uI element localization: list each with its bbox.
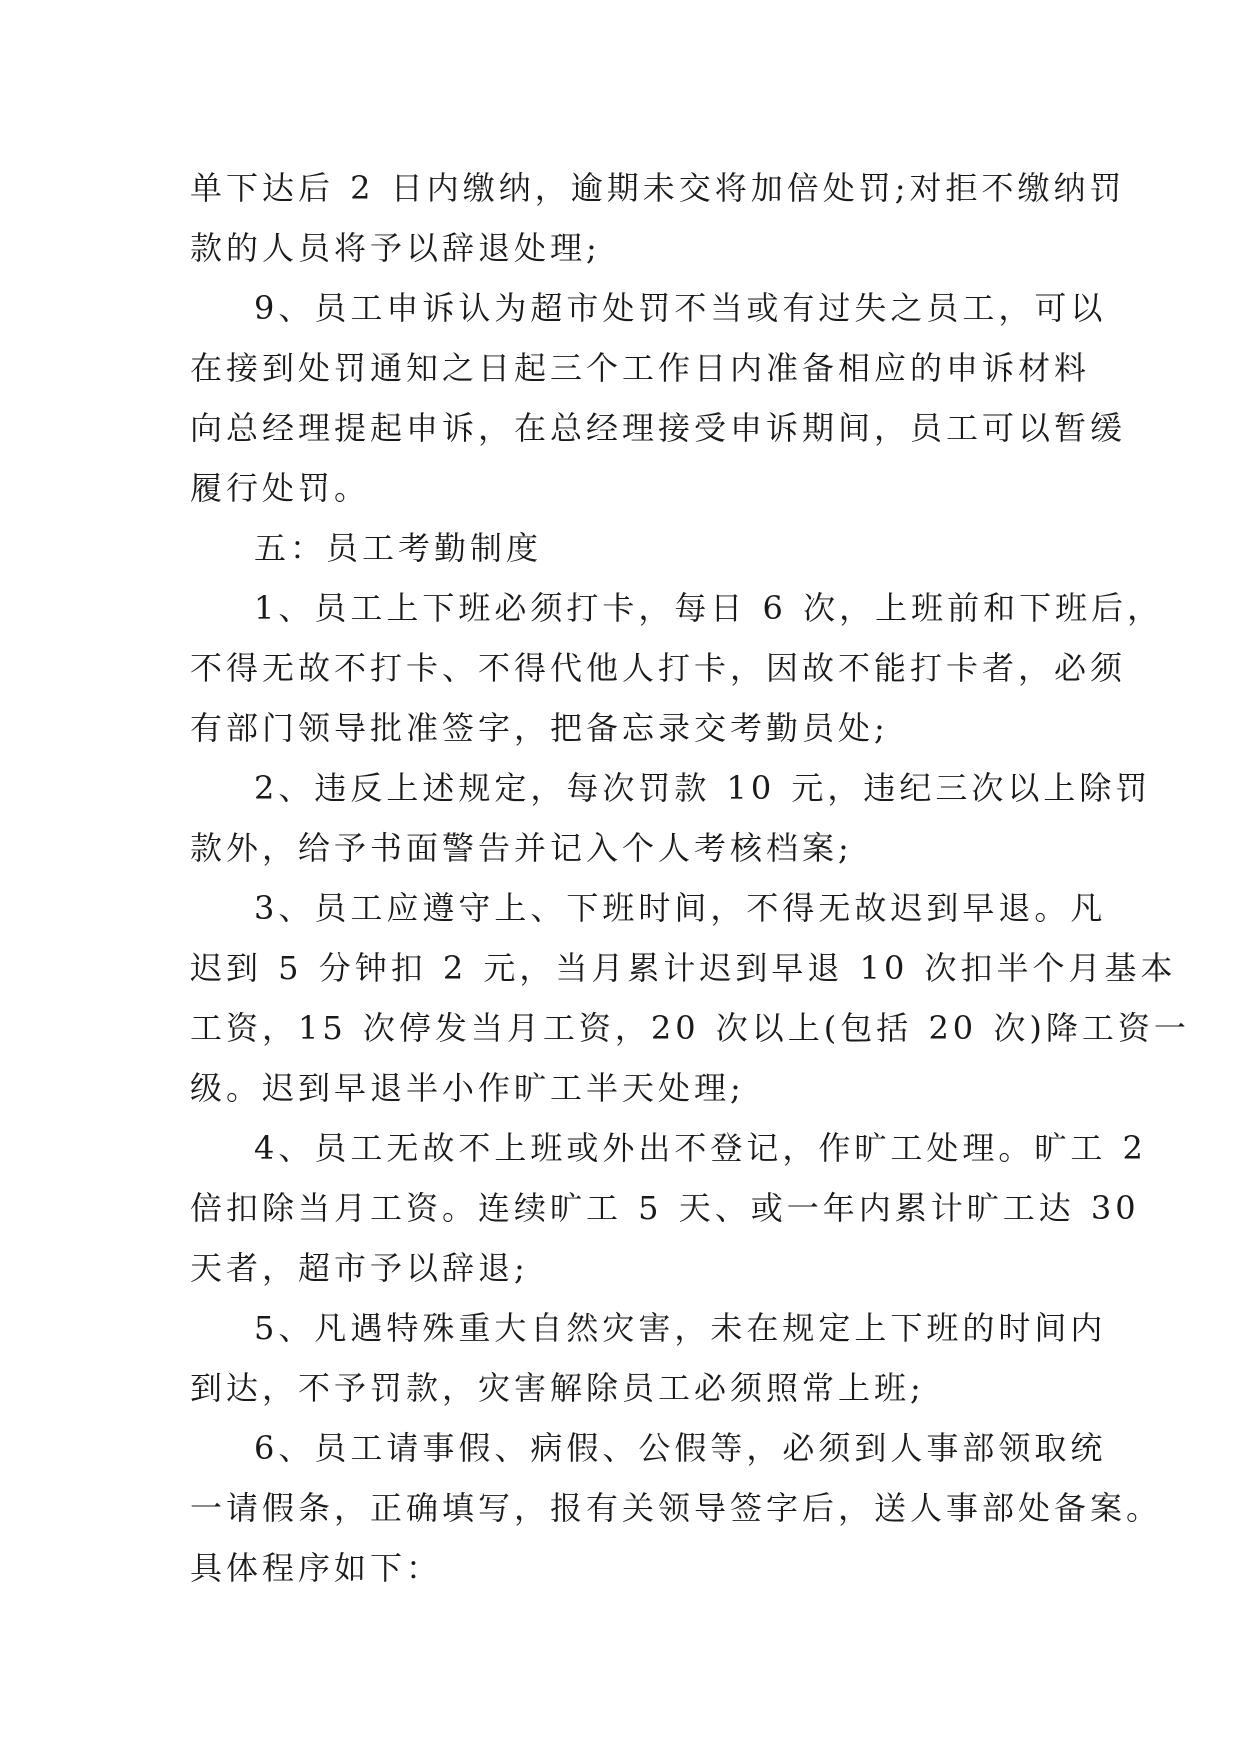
text-line: 1、员工上下班必须打卡，每日 6 次，上班前和下班后， [254, 589, 1164, 627]
text-line: 级。迟到早退半小作旷工半天处理; [190, 1069, 745, 1107]
text-line: 款的人员将予以辞退处理; [190, 229, 601, 267]
text-line: 到达，不予罚款，灾害解除员工必须照常上班; [190, 1369, 925, 1407]
text-line: 不得无故不打卡、不得代他人打卡，因故不能打卡者，必须 [190, 649, 1127, 687]
text-line: 具体程序如下： [190, 1549, 443, 1587]
document-body [190, 158, 1190, 1598]
section-heading: 五：员工考勤制度 [254, 529, 543, 567]
text-line: 2、违反上述规定，每次罚款 10 元，违纪三次以上除罚 [254, 769, 1152, 807]
text-line: 迟到 5 分钟扣 2 元，当月累计迟到早退 10 次扣半个月基本 [190, 949, 1177, 987]
text-line: 5、凡遇特殊重大自然灾害，未在规定上下班的时间内 [254, 1309, 1107, 1347]
text-line: 向总经理提起申诉，在总经理接受申诉期间，员工可以暂缓 [190, 409, 1127, 447]
text-line: 履行处罚。 [190, 469, 371, 507]
text-line: 4、员工无故不上班或外出不登记，作旷工处理。旷工 2 [254, 1129, 1147, 1167]
text-line: 款外，给予书面警告并记入个人考核档案; [190, 829, 853, 867]
text-line: 6、员工请事假、病假、公假等，必须到人事部领取统 [254, 1429, 1107, 1467]
text-line: 天者，超市予以辞退; [190, 1249, 529, 1287]
text-line: 9、员工申诉认为超市处罚不当或有过失之员工，可以 [254, 289, 1107, 327]
text-line: 倍扣除当月工资。连续旷工 5 天、或一年内累计旷工达 30 [190, 1189, 1140, 1227]
text-line: 一请假条，正确填写，报有关领导签字后，送人事部处备案。 [190, 1489, 1163, 1527]
text-line: 工资，15 次停发当月工资，20 次以上(包括 20 次)降工资一 [190, 1009, 1190, 1047]
text-line: 3、员工应遵守上、下班时间，不得无故迟到早退。凡 [254, 889, 1107, 927]
text-line: 单下达后 2 日内缴纳，逾期未交将加倍处罚;对拒不缴纳罚 [190, 169, 1126, 207]
text-line: 在接到处罚通知之日起三个工作日内准备相应的申诉材料 [190, 349, 1091, 387]
text-line: 有部门领导批准签字，把备忘录交考勤员处; [190, 709, 889, 747]
